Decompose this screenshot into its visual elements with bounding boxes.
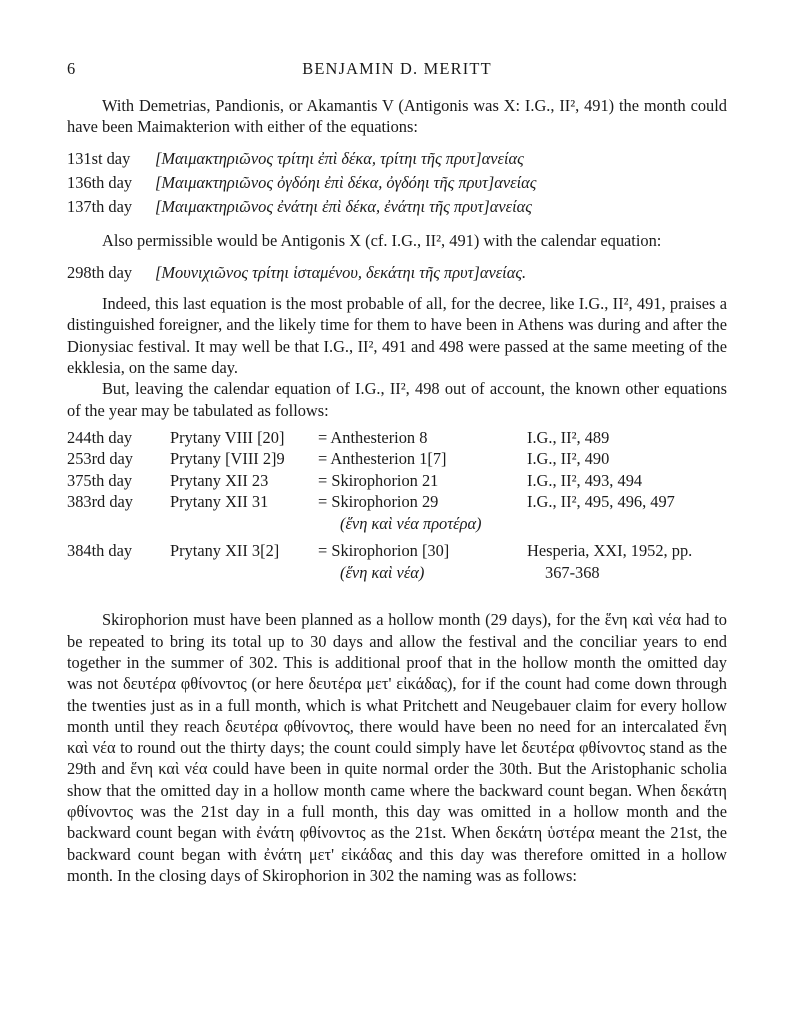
table-row (67, 427, 692, 449)
equation-line (67, 148, 727, 169)
table-cell-ref: I.G., II², 490 (527, 449, 610, 469)
table-row (67, 448, 692, 470)
equation-greek: [Μουνιχιῶνος τρίτηι ἱσταμένου, δεκάτηι τῆς πρυτ]ανείας. (155, 262, 527, 282)
table-cell-ref: I.G., II², 493, 494 (527, 470, 643, 490)
paragraph-2: Also permissible would be Antigonis X (cf. I.G., II², 491) with the calendar equation: (102, 231, 662, 251)
table-cell-prytany: Prytany XII 3[2] (170, 541, 280, 561)
table-cell-month: = Anthesterion 8 (318, 427, 428, 447)
table-row (67, 491, 692, 513)
table-cell-greek-note: (ἕνη καὶ νέα προτέρα) (340, 513, 482, 533)
table-cell-ref-cont: 367-368 (545, 562, 600, 582)
table-cell-ref: I.G., II², 495, 496, 497 (527, 492, 675, 512)
paragraph-1: With Demetrias, Pandionis, or Akamantis V (Antigonis was X: I.G., II², 491) the month could have been Maimakterion with either of the equations: (67, 96, 727, 137)
table-cell-day: 384th day (67, 541, 133, 561)
table-cell-day: 383rd day (67, 492, 134, 512)
table-cell-day: 244th day (67, 427, 133, 447)
table-cell-prytany: Prytany [VIII 2]9 (170, 449, 285, 469)
table-cell-day: 375th day (67, 470, 133, 490)
table-cell-day: 253rd day (67, 449, 134, 469)
table-row (67, 470, 692, 492)
table-cell-month: = Anthesterion 1[7] (318, 449, 447, 469)
table-cell-ref: I.G., II², 489 (527, 427, 610, 447)
table-subrow (67, 513, 692, 535)
table-cell-month: = Skirophorion [30] (318, 541, 450, 561)
table-cell-month: = Skirophorion 29 (318, 492, 439, 512)
equation-day: 137th day (67, 197, 133, 217)
table-row (67, 534, 692, 562)
equation-line (67, 172, 727, 193)
table-cell-prytany: Prytany XII 23 (170, 470, 269, 490)
running-header (67, 58, 727, 80)
equation-greek: [Μαιμακτηριῶνος ἐνάτηι ἐπὶ δέκα, ἐνάτηι τῆς πρυτ]ανείας (155, 197, 532, 217)
paragraph-4: But, leaving the calendar equation of I.G., II², 498 out of account, the known other equations of the year may be tabulated as follows: (67, 379, 727, 420)
equation-line (67, 196, 727, 217)
table-cell-prytany: Prytany VIII [20] (170, 427, 285, 447)
table-cell-ref: Hesperia, XXI, 1952, pp. (527, 541, 693, 561)
table-cell-greek-note: (ἕνη καὶ νέα) (340, 562, 425, 582)
equations-list-1 (67, 148, 727, 218)
equation-day: 136th day (67, 172, 133, 192)
paragraph-5: Skirophorion must have been planned as a hollow month (29 days), for the ἕνη καὶ νέα had to be repeated to bring its total up to 30 days and allow the festival and the conciliar years to end together in the summer of 302. This is additional proof that in the hollow month the omitted day was not δευτέρα φθίνοντος (or here δευτέρα μετ' εἰκάδας), for if the count had come down through the twenties just as in a full month, which is what Pritchett and Neugebauer claim for every hollow month until they reach δευτέρα φθίνοντος, there would have been no need for an intercalated ἕνη καὶ νέα to round out the thirty days; the count could simply have let δευτέρα φθίνοντος stand as the 29th and ἕνη καὶ νέα could have been in quite normal order the 30th. But the Aristophanic scholia show that the omitted day in a hollow month came where the backward count began. When δεκάτη φθίνοντος was the 21st day in a full month, this day was omitted in a hollow month and the backward count began with ἐνάτη φθίνοντος as the 21st. When δεκάτη ὑστέρα meant the 21st, the backward count began with ἐνάτη μετ' εἰκάδας and this day was therefore omitted in a hollow month. In the closing days of Skirophorion in 302 the naming was as follows: (67, 610, 727, 885)
page (67, 58, 727, 886)
paragraph-3: Indeed, this last equation is the most probable of all, for the decree, like I.G., II², 491, praises a distinguished foreigner, and the likely time for them to have been in Athens was during and after the Dionysiac festival. It may well be that I.G., II², 491 and 498 were passed at the same meeting of the ekklesia, on the same day. (67, 294, 727, 377)
equation-day: 131st day (67, 148, 131, 168)
equation-day: 298th day (67, 262, 133, 282)
table-cell-month: = Skirophorion 21 (318, 470, 439, 490)
page-number: 6 (67, 59, 76, 78)
equation-greek: [Μαιμακτηριῶνος τρίτηι ἐπὶ δέκα, τρίτηι τῆς πρυτ]ανείας (155, 148, 524, 168)
equation-line-2 (67, 262, 727, 283)
equation-greek: [Μαιμακτηριῶνος ὀγδόηι ἐπὶ δέκα, ὀγδόηι τῆς πρυτ]ανείας (155, 172, 537, 192)
table-cell-prytany: Prytany XII 31 (170, 492, 269, 512)
running-head-author: BENJAMIN D. MERITT (302, 59, 492, 78)
equations-table (67, 427, 692, 584)
table-subrow (67, 562, 692, 584)
